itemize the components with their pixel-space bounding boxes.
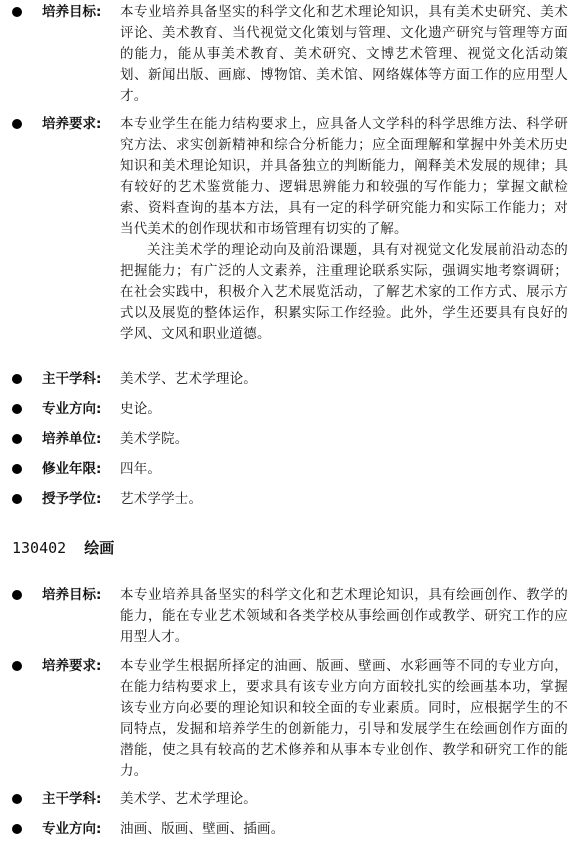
item-label: 专业方向: xyxy=(42,401,102,417)
item-label: 培养目标: xyxy=(42,4,102,20)
item-label: 主干学科: xyxy=(42,371,102,387)
item-label: 专业方向: xyxy=(42,821,102,837)
paragraph: 美术学、艺术学理论。 xyxy=(120,371,257,387)
item-text xyxy=(120,369,568,390)
item-label: 主干学科: xyxy=(42,791,102,807)
item-text xyxy=(120,429,568,450)
bullet-icon xyxy=(12,824,22,834)
bullet-icon xyxy=(12,794,22,804)
bullet-icon xyxy=(12,7,22,17)
item-text xyxy=(120,489,568,510)
section-code: 130402 xyxy=(12,539,67,557)
paragraph: 本专业培养具备坚实的科学文化和艺术理论知识，具有绘画创作、教学的能力，能在专业艺术领域和各类学校从事绘画创作或教学、研究工作的应用型人才。 xyxy=(120,587,568,645)
paragraph: 油画、版画、壁画、插画。 xyxy=(120,821,285,837)
item-label: 修业年限: xyxy=(42,461,102,477)
item-text xyxy=(120,399,568,420)
paragraph: 美术学院。 xyxy=(120,431,189,447)
section-name: 绘画 xyxy=(84,539,115,557)
bullet-icon xyxy=(12,661,22,671)
item-text xyxy=(120,789,568,810)
bullet-icon xyxy=(12,119,22,129)
item-text xyxy=(120,114,568,345)
paragraph: 艺术学学士。 xyxy=(120,491,203,507)
bullet-icon xyxy=(12,374,22,384)
item-text xyxy=(120,2,568,107)
item-text xyxy=(120,819,568,840)
bullet-icon xyxy=(12,464,22,474)
item-text xyxy=(120,585,568,648)
paragraph: 四年。 xyxy=(120,461,162,477)
bullet-icon xyxy=(12,434,22,444)
item-label: 培养单位: xyxy=(42,431,102,447)
item-text xyxy=(120,459,568,480)
item-label: 授予学位: xyxy=(42,491,102,507)
section-heading xyxy=(12,537,114,559)
bullet-icon xyxy=(12,494,22,504)
item-label: 培养要求: xyxy=(42,658,102,674)
paragraph: 史论。 xyxy=(120,401,162,417)
paragraph: 本专业学生根据所择定的油画、版画、壁画、水彩画等不同的专业方向，在能力结构要求上，要求具有该专业方向方面较扎实的绘画基本功，掌握该专业方向必要的理论知识和较全面的专业素质。同时，应根据学生的不同特点，发掘和培养学生的创新能力，引导和发展学生在绘画创作方面的潜能，使之具有较高的艺术修养和从事本专业创作、教学和研究工作的能力。 xyxy=(120,658,568,779)
paragraph: 本专业学生在能力结构要求上，应具备人文学科的科学思维方法、科学研究方法、求实创新精神和综合分析能力；应全面理解和掌握中外美术历史知识和美术理论知识，并具备独立的判断能力，阐释美术发展的规律；具有较好的艺术鉴赏能力、逻辑思辨能力和较强的写作能力；掌握文献检索、资料查询的基本方法，具有一定的科学研究能力和实际工作能力；对当代美术的创作现状和市场管理有切实的了解。 xyxy=(120,116,568,237)
bullet-icon xyxy=(12,404,22,414)
bullet-icon xyxy=(12,590,22,600)
item-label: 培养要求: xyxy=(42,116,102,132)
paragraph: 关注美术学的理论动向及前沿课题，具有对视觉文化发展前沿动态的把握能力；有广泛的人文素养，注重理论联系实际，强调实地考察调研；在社会实践中，积极介入艺术展览活动，了解艺术家的工作方式、展示方式以及展览的整体运作，积累实际工作经验。此外，学生还要具有良好的学风、文风和职业道德。 xyxy=(120,242,568,342)
paragraph: 美术学、艺术学理论。 xyxy=(120,791,257,807)
item-label: 培养目标: xyxy=(42,587,102,603)
paragraph: 本专业培养具备坚实的科学文化和艺术理论知识，具有美术史研究、美术评论、美术教育、当代视觉文化策划与管理、文化遗产研究与管理等方面的能力，能从事美术教育、美术研究、文博艺术管理、视觉文化活动策划、新闻出版、画廊、博物馆、美术馆、网络媒体等方面工作的应用型人才。 xyxy=(120,4,568,104)
item-text xyxy=(120,656,568,782)
